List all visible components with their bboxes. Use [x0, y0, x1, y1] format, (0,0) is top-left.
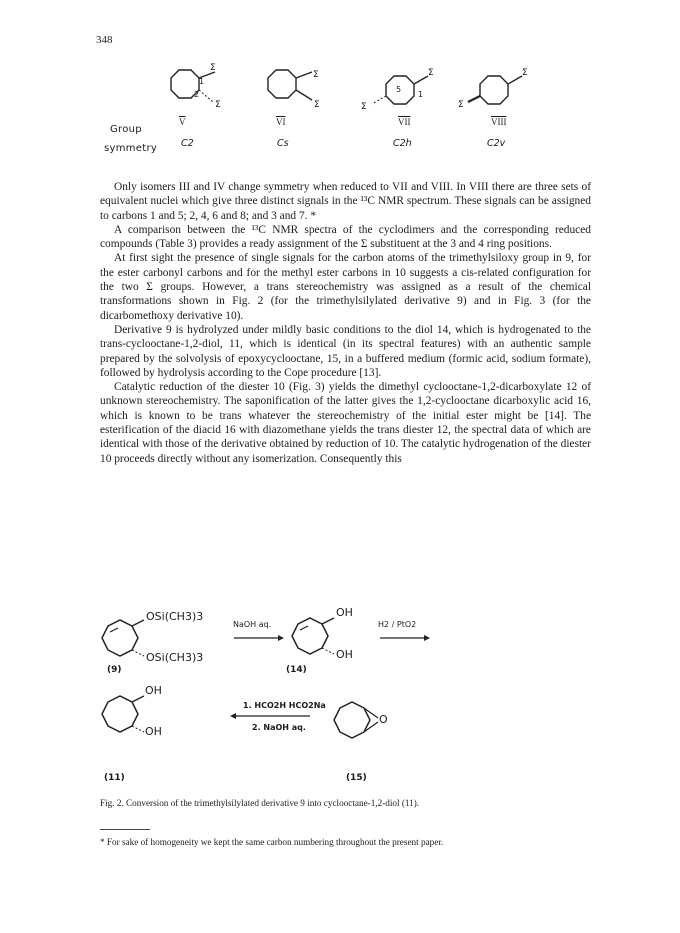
footnote: * For sake of homogeneity we kept the same carbon numbering throughout the present paper. [100, 837, 444, 847]
compound-label: (14) [286, 665, 307, 675]
hydroxyl-label: OH [145, 684, 162, 697]
reaction-arrow [230, 712, 310, 720]
substituent-label: OSi(CH3)3 [146, 610, 204, 623]
page-number: 348 [96, 34, 113, 46]
point-group: C2h [393, 138, 412, 149]
structure-14 [288, 610, 368, 670]
paragraph: Derivative 9 is hydrolyzed under mildly basic conditions to the diol 14, which is hydrogenated to the trans-cyclooctane-1,2-diol, 11, which is identical (in its spectral features) with an authentic sample prepared by the solvolysis of epoxycyclooctane, 15, in a buffered medium (formic acid, sodium formate), followed by hydrolysis according to the Cope procedure [13]. [100, 323, 591, 379]
compound-number: $\overline{VII}$ [398, 117, 411, 127]
body-text [100, 180, 591, 466]
point-group: C2v [487, 138, 506, 149]
reagent-label: 1. HCO2H HCO2Na [243, 701, 326, 710]
substituent-label: OSi(CH3)3 [146, 651, 204, 664]
hydroxyl-label: OH [336, 648, 353, 661]
compound-label: (15) [346, 773, 367, 783]
point-group: Cs [277, 138, 289, 149]
footnote-rule [100, 829, 150, 830]
position-label: 5 [396, 85, 402, 94]
reaction-arrow [380, 634, 430, 642]
position-label: 1 [199, 77, 205, 86]
reagent-label: H2 / PtO2 [378, 620, 417, 629]
sigma-label: Σ [210, 63, 216, 73]
structure-viii [462, 62, 552, 122]
structure-v [165, 62, 245, 122]
group-label: Group [110, 124, 142, 135]
oxygen-label: O [379, 713, 388, 726]
compound-label: (9) [107, 665, 122, 675]
compound-label: (11) [104, 773, 125, 783]
paragraph: Catalytic reduction of the diester 10 (Fig. 3) yields the dimethyl cyclooctane-1,2-dicarboxylate 12 of unknown stereochemistry. The saponification of the latter gives the 1,2-cyclooctane dicarboxylic acid 16, which is known to be trans whatever the stereochemistry of the initial ester might be [14]. The esterification of the diacid 16 with diazomethane yields the trans diester 12, the spectral data of which are identical with those of the derivative obtained by reduction of 10. The catalytic hydrogenation of the diester 10 proceeds directly without any isomerization. Consequently this [100, 381, 592, 465]
reagent-label: 2. NaOH aq. [252, 723, 306, 732]
reaction-arrow [234, 634, 284, 642]
structure-vi [262, 62, 342, 122]
sigma-label: Σ [458, 100, 464, 110]
structure-15 [330, 694, 400, 754]
point-group: C2 [181, 138, 194, 149]
figure-caption: Fig. 2. Conversion of the trimethylsilylated derivative 9 into cyclooctane-1,2-diol (11). [100, 798, 420, 808]
sigma-label: Σ [314, 100, 320, 110]
sigma-label: Σ [428, 68, 434, 78]
structure-11 [98, 688, 178, 748]
paragraph: At first sight the presence of single signals for the carbon atoms of the trimethylsiloxy group in 9, for the ester carbonyl carbons and for the methyl ester carbons in 10 suggests a cis-related configuration for the two Σ groups. However, a trans stereochemistry was assigned as a result of the chemical transformations shown in Fig. 2 (for the trimethylsilylated derivative 9) and in Fig. 3 (for the dicarbomethoxy derivative 10). [100, 252, 591, 322]
compound-number: $\overline{V}$ [179, 117, 186, 127]
sigma-label: Σ [215, 100, 221, 110]
hydroxyl-label: OH [336, 606, 353, 619]
reagent-label: NaOH aq. [233, 620, 272, 629]
sigma-label: Σ [522, 68, 528, 78]
sigma-label: Σ [313, 70, 319, 80]
compound-number: VIII [491, 117, 507, 127]
hydroxyl-label: OH [145, 725, 162, 738]
sigma-label: Σ [361, 102, 367, 112]
structure-vii [368, 62, 458, 122]
position-label: 2 [194, 90, 200, 99]
position-label: 1 [418, 90, 424, 99]
compound-number: $\overline{VI}$ [276, 117, 286, 127]
symmetry-label: symmetry [104, 143, 158, 154]
paragraph: Only isomers III and IV change symmetry when reduced to VII and VIII. In VIII there are three sets of equivalent nuclei which give three distinct signals in the ¹³C NMR spectrum. These signals can be assigned to carbons 1 and 5; 2, 4, 6 and 8; and 3 and 7. * [100, 181, 591, 222]
paragraph: A comparison between the ¹³C NMR spectra of the cyclodimers and the corresponding reduced compounds (Table 3) provides a ready assignment of the Σ substituent at the 3 and 4 ring positions. [100, 223, 591, 251]
